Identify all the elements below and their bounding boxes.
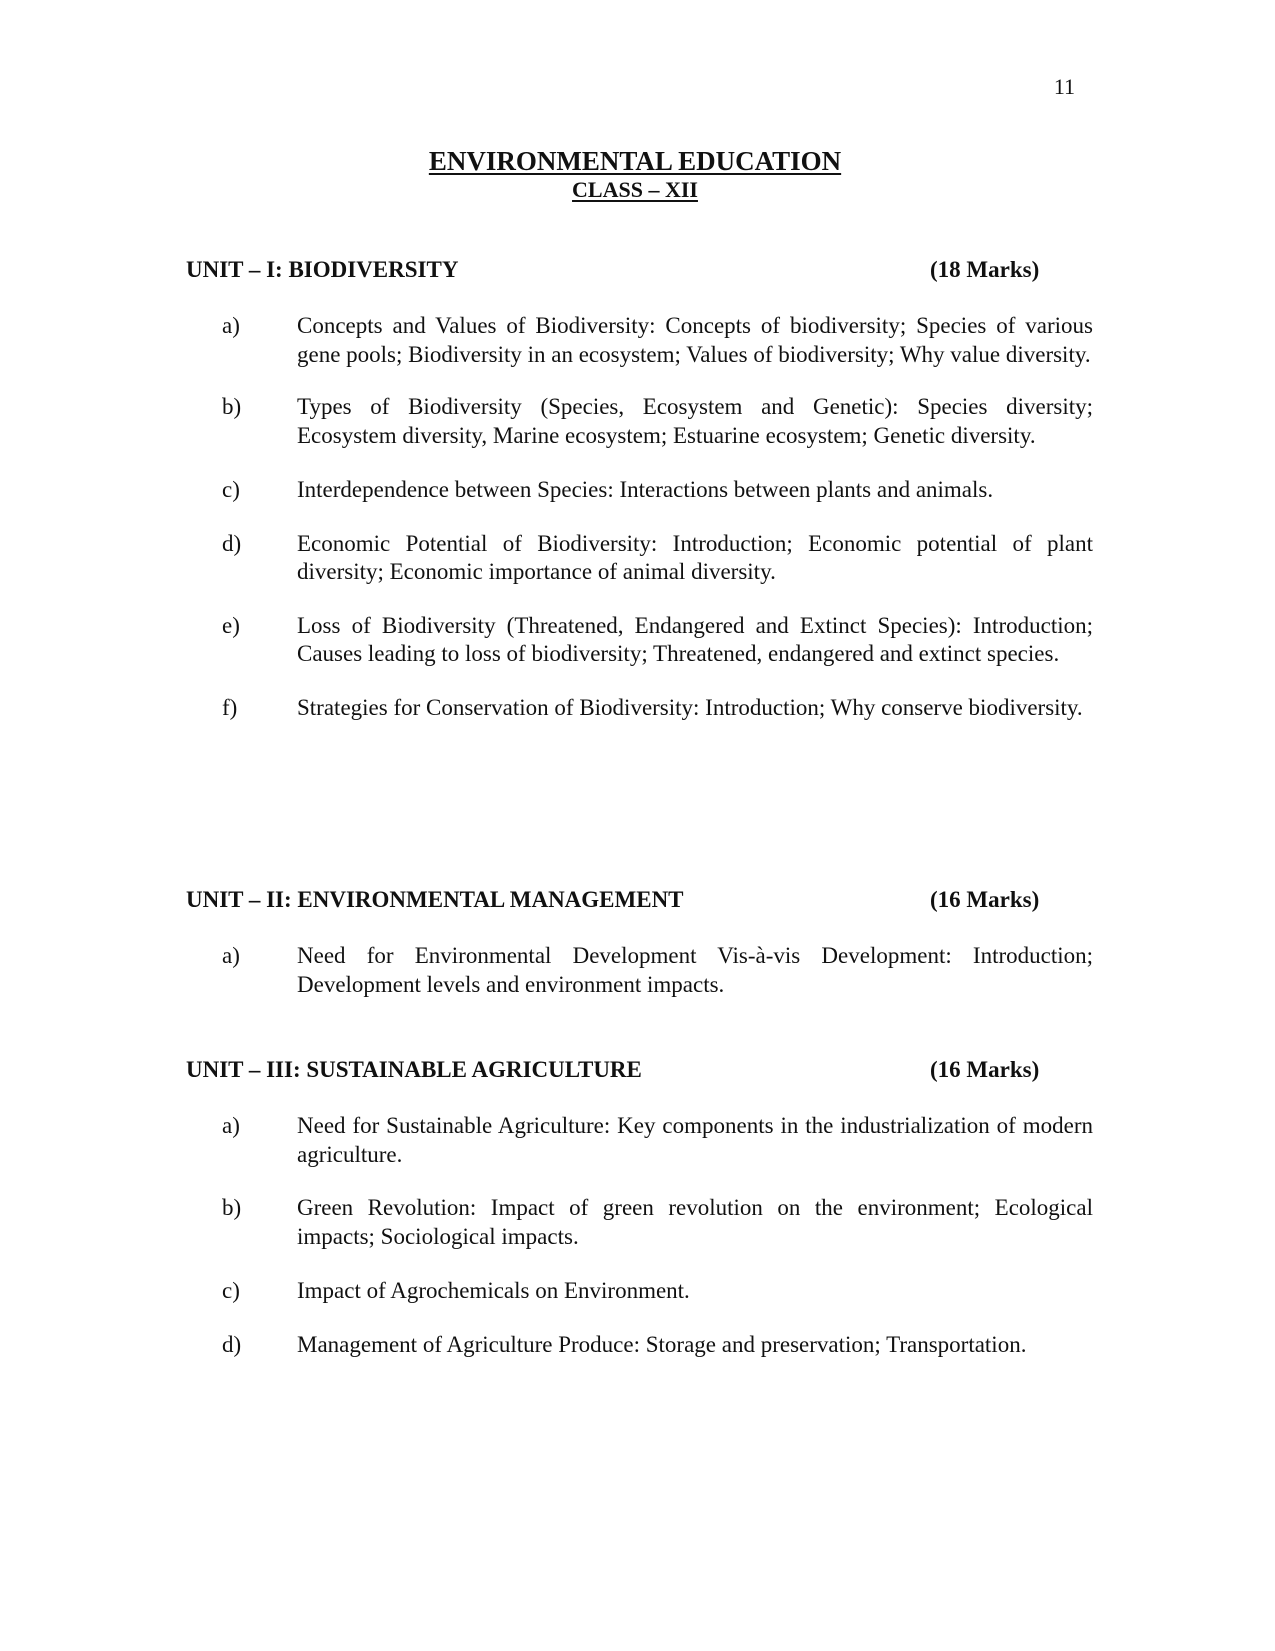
list-item	[186, 942, 1096, 999]
unit-marks: (16 Marks)	[930, 887, 1040, 912]
item-label: f)	[222, 694, 238, 720]
item-text: Interdependence between Species: Interactions between plants and animals.	[297, 477, 994, 502]
list-item	[186, 1112, 1096, 1169]
item-label: b)	[222, 394, 242, 419]
list-item	[186, 694, 1096, 723]
title-block	[0, 146, 1275, 204]
item-label: d)	[222, 530, 242, 556]
item-text: Concepts and Values of Biodiversity: Concepts of biodiversity; Species of various gene pools; Biodiversity in an ecosystem; Values of biodiversity; Why value diversity.	[297, 313, 1093, 367]
page-title: ENVIRONMENTAL EDUCATION	[428, 146, 842, 176]
page-subtitle: CLASS – XII	[572, 177, 698, 202]
unit-marks: (16 Marks)	[930, 1057, 1040, 1082]
item-text: Need for Environmental Development Vis-à-vis Development: Introduction; Development levels and environment impacts.	[297, 943, 1093, 997]
item-text: Impact of Agrochemicals on Environment.	[297, 1278, 690, 1303]
list-item	[186, 476, 1096, 505]
list-item	[186, 1194, 1096, 1251]
item-label: a)	[222, 313, 240, 338]
item-text: Management of Agriculture Produce: Storage and preservation; Transportation.	[297, 1331, 1027, 1357]
list-item	[186, 312, 1096, 369]
unit-header	[186, 887, 1096, 915]
item-label: d)	[222, 1331, 242, 1357]
list-item	[186, 612, 1096, 669]
item-text: Green Revolution: Impact of green revolution on the environment; Ecological impacts; Sociological impacts.	[297, 1195, 1093, 1249]
item-label: b)	[222, 1195, 242, 1220]
unit-3	[186, 1057, 1096, 1359]
list-item	[186, 530, 1096, 587]
item-text: Types of Biodiversity (Species, Ecosystem and Genetic): Species diversity; Ecosystem diversity, Marine ecosystem; Estuarine ecosystem; Genetic diversity.	[297, 394, 1093, 448]
list-item	[186, 1331, 1096, 1360]
page-number: 11	[1053, 74, 1075, 99]
unit-heading: UNIT – III: SUSTAINABLE AGRICULTURE	[186, 1057, 642, 1082]
unit-header	[186, 257, 1096, 285]
item-text: Strategies for Conservation of Biodiversity: Introduction; Why conserve biodiversity.	[297, 694, 1083, 720]
unit-marks: (18 Marks)	[930, 257, 1040, 282]
item-text: Loss of Biodiversity (Threatened, Endangered and Extinct Species): Introduction; Causes leading to loss of biodiversity; Threatened, endangered and extinct species.	[297, 612, 1093, 666]
item-label: a)	[222, 943, 240, 968]
item-label: c)	[222, 477, 240, 502]
item-label: e)	[222, 612, 240, 638]
unit-header	[186, 1057, 1096, 1085]
item-text: Economic Potential of Biodiversity: Introduction; Economic potential of plant diversity; Economic importance of animal diversity.	[297, 530, 1093, 584]
unit-heading: UNIT – II: ENVIRONMENTAL MANAGEMENT	[186, 887, 684, 912]
unit-heading: UNIT – I: BIODIVERSITY	[186, 257, 459, 282]
item-label: c)	[222, 1278, 240, 1303]
item-label: a)	[222, 1113, 240, 1138]
item-text: Need for Sustainable Agriculture: Key components in the industrialization of modern agriculture.	[297, 1113, 1093, 1167]
unit-1	[186, 257, 1096, 722]
unit-2	[186, 887, 1096, 999]
list-item	[186, 1277, 1096, 1306]
list-item	[186, 393, 1096, 450]
